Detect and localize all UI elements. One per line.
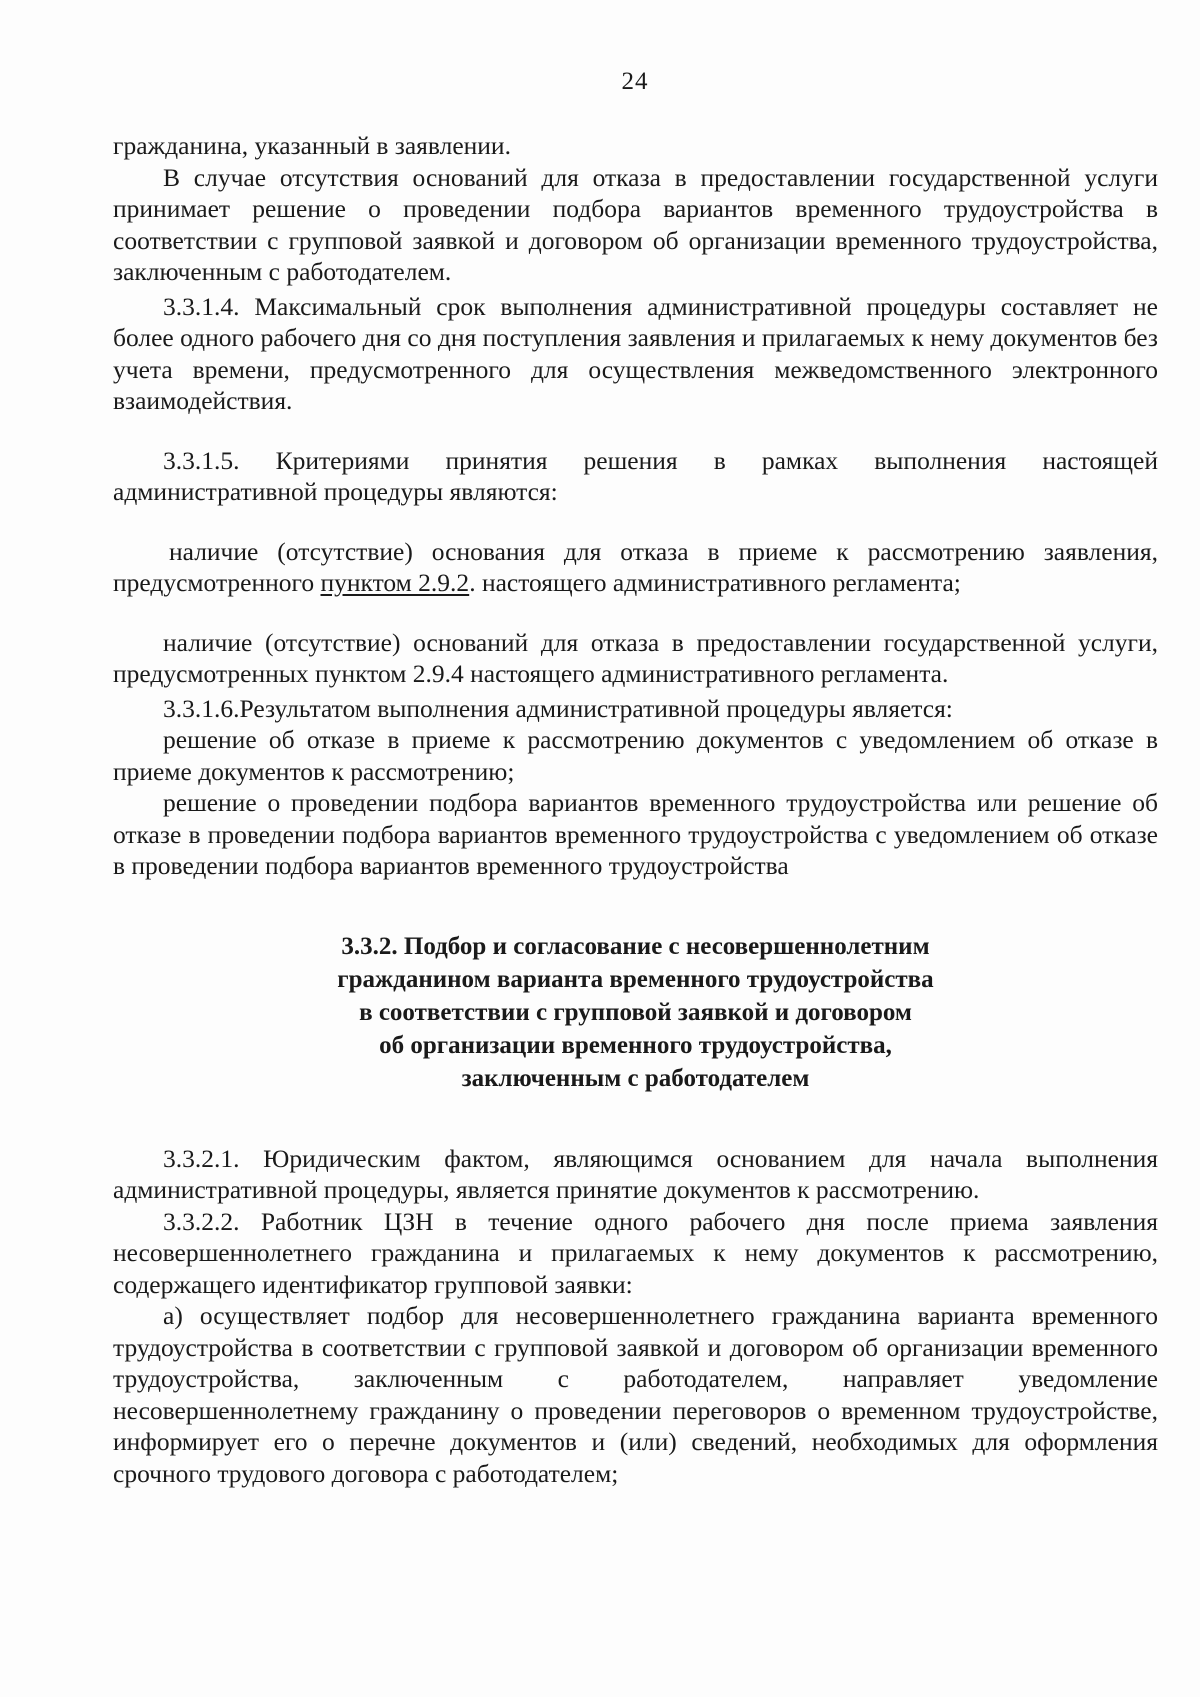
paragraph-3-3-2-2: 3.3.2.2. Работник ЦЗН в течение одного рабочего дня после приема заявления несовершеннолетнего гражданина и прилагаемых к нему документов к рассмотрению, содержащего идентификатор групповой заявки: bbox=[113, 1206, 1158, 1299]
criterion-1-text-after: . настоящего административного регламента; bbox=[469, 568, 961, 597]
paragraph-3-3-2-1: 3.3.2.1. Юридическим фактом, являющимся основанием для начала выполнения административной процедуры, является принятие документов к рассмотрению. bbox=[113, 1143, 1158, 1204]
paragraph-decision: В случае отсутствия оснований для отказа в предоставлении государственной услуги принимает решение о проведении подбора вариантов временного трудоустройства в соответствии с групповой заявкой и договором об организации временного трудоустройства, заключенным с работодателем. bbox=[113, 162, 1158, 286]
paragraph-item-a: а) осуществляет подбор для несовершеннолетнего гражданина варианта временного трудоустройства в соответствии с групповой заявкой и договором об организации временного трудоустройства, заключенным с работодателем, направляет уведомление несовершеннолетнему гражданину о проведении переговоров о временном трудоустройстве, информирует его о перечне документов и (или) сведений, необходимых для оформления срочного трудового договора с работодателем; bbox=[113, 1301, 1158, 1488]
paragraph-3-3-1-5: 3.3.1.5. Критериями принятия решения в рамках выполнения настоящей административной процедуры являются: bbox=[113, 445, 1158, 506]
paragraph-criterion-2: наличие (отсутствие) оснований для отказа в предоставлении государственной услуги, предусмотренных пунктом 2.9.4 настоящего административного регламента. bbox=[113, 627, 1158, 688]
clause-reference-2-9-2: пунктом 2.9.2 bbox=[320, 568, 470, 597]
section-heading-3-3-2 bbox=[286, 930, 986, 1095]
heading-line: гражданином варианта временного трудоустройства bbox=[337, 965, 934, 993]
paragraph-3-3-1-4: 3.3.1.4. Максимальный срок выполнения административной процедуры составляет не более одного рабочего дня со дня поступления заявления и прилагаемых к нему документов без учета времени, предусмотренного для осуществления межведомственного электронного взаимодействия. bbox=[113, 291, 1159, 415]
paragraph-result-2: решение о проведении подбора вариантов временного трудоустройства или решение об отказе в проведении подбора вариантов временного трудоустройства с уведомлением об отказе в проведении подбора вариантов временного трудоустройства bbox=[113, 788, 1158, 880]
heading-line: в соответствии с групповой заявкой и договором bbox=[359, 998, 912, 1026]
paragraph-continuation: гражданина, указанный в заявлении. bbox=[113, 131, 511, 160]
document-body bbox=[113, 130, 1158, 1489]
heading-line: 3.3.2. Подбор и согласование с несовершеннолетним bbox=[341, 932, 930, 960]
heading-line: заключенным с работодателем bbox=[461, 1064, 810, 1092]
paragraph-criterion-1 bbox=[113, 536, 1158, 599]
paragraph-result-1: решение об отказе в приеме к рассмотрению документов с уведомлением об отказе в приеме документов к рассмотрению; bbox=[113, 725, 1158, 786]
paragraph-3-3-1-6: 3.3.1.6.Результатом выполнения административной процедуры является: bbox=[163, 693, 953, 723]
criterion-1-text-before: наличие (отсутствие) основания для отказа в приеме к рассмотрению заявления, предусмотренного bbox=[113, 536, 1158, 597]
page-number: 24 bbox=[621, 68, 649, 95]
heading-line: об организации временного трудоустройства, bbox=[379, 1031, 892, 1059]
